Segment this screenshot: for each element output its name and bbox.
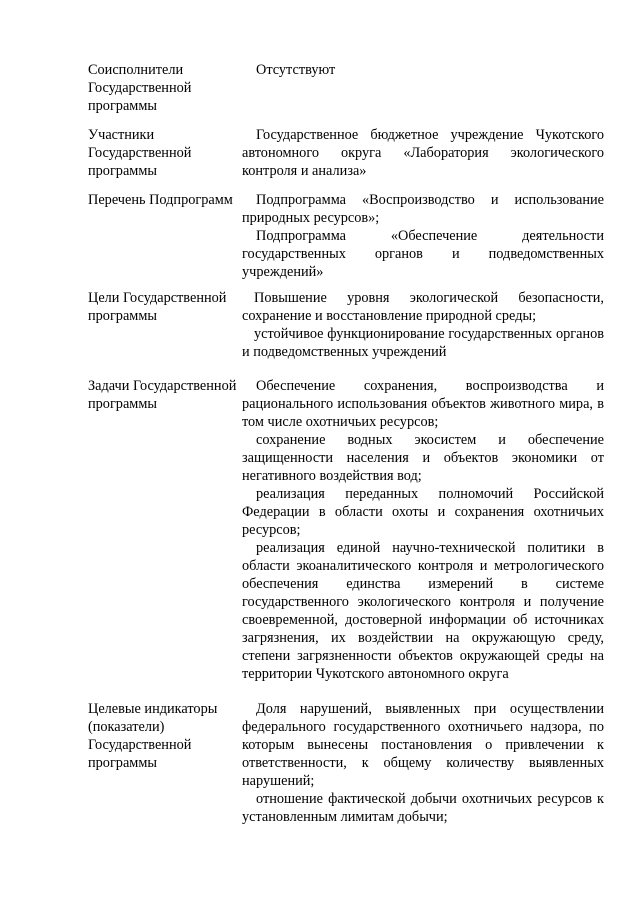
section-content [242, 377, 604, 683]
section-label: Перечень Подпрограмм [88, 192, 233, 208]
section-label: Цели Государственной программы [88, 290, 227, 324]
section-content [242, 191, 604, 281]
section-content [242, 289, 604, 361]
section-paragraph: устойчивое функционирование государственных органов и подведомственных учреждений [242, 326, 604, 360]
section-paragraph: Доля нарушений, выявленных при осуществлении федерального государственного охотничьего надзора, по которым вынесены постановления о привлечении к ответственности, к общему количеству выявленных нарушений; [242, 701, 604, 789]
section-content [242, 126, 604, 180]
section-paragraph: отношение фактической добычи охотничьих ресурсов к установленным лимитам добычи; [242, 791, 604, 825]
section-label: Целевые индикаторы (показатели) Государственной программы [88, 701, 218, 771]
section-paragraph: Обеспечение сохранения, воспроизводства и рационального использования объектов животного мира, в том числе охотничьих ресурсов; [242, 378, 604, 430]
section-paragraph: Подпрограмма «Воспроизводство и использование природных ресурсов»; [242, 192, 604, 226]
section-paragraph: сохранение водных экосистем и обеспечение защищенности населения и объектов экономики от негативного воздействия вод; [242, 432, 604, 484]
section-content [242, 700, 604, 826]
section-label: Соисполнители Государственной программы [88, 62, 192, 114]
section-label: Задачи Государственной программы [88, 378, 237, 412]
section-paragraph: Государственное бюджетное учреждение Чукотского автономного округа «Лаборатория экологического контроля и анализа» [242, 127, 604, 179]
section-paragraph: Отсутствуют [256, 62, 336, 78]
section-paragraph: реализация единой научно-технической политики в области экоаналитического контроля и метрологического обеспечения единства измерений в системе государственного экологического контроля и получение своевременной, достоверной информации об источниках загрязнения, их воздействии на окружающую среду, степени загрязненности объектов окружающей среды на территории Чукотского автономного округа [242, 540, 604, 682]
section-content [242, 61, 604, 79]
section-paragraph: реализация переданных полномочий Российской Федерации в области охоты и сохранения охотничьих ресурсов; [242, 486, 604, 538]
section-paragraph: Подпрограмма «Обеспечение деятельности государственных органов и подведомственных учреждений» [242, 228, 604, 280]
section-label: Участники Государственной программы [88, 127, 192, 179]
section-paragraph: Повышение уровня экологической безопасности, сохранение и восстановление природной среды; [242, 290, 604, 324]
